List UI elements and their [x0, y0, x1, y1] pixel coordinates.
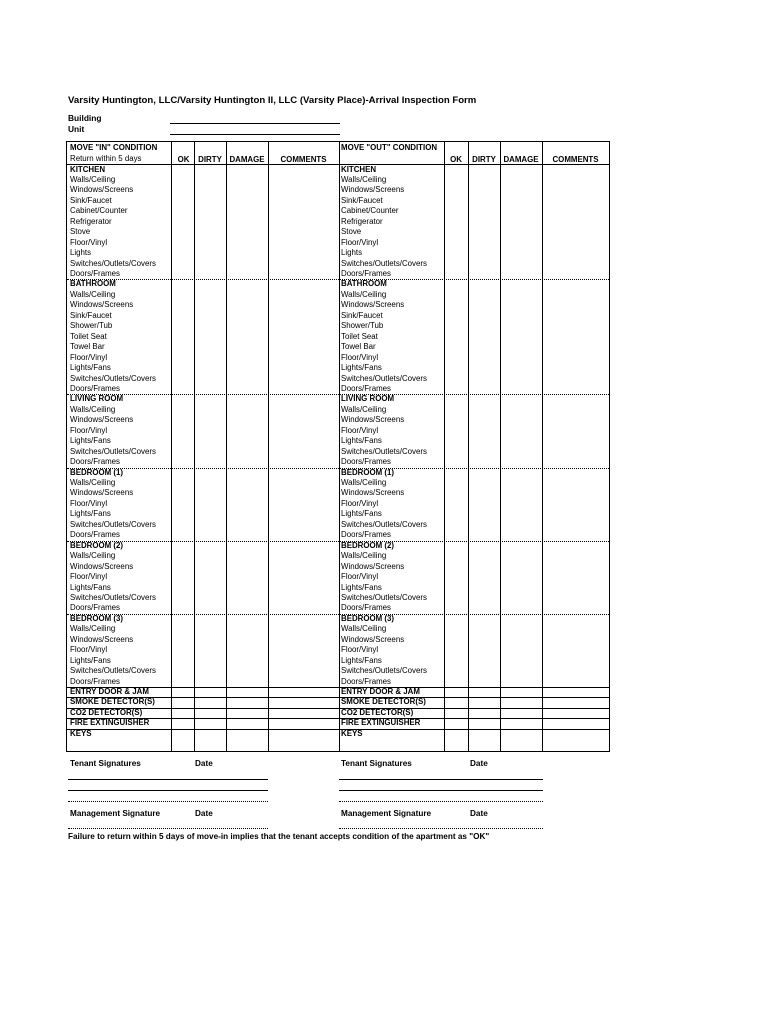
tenant-signature-line[interactable] — [68, 790, 268, 791]
single-item-row: FIRE EXTINGUISHER — [341, 718, 421, 728]
section-heading: BEDROOM (2) — [70, 540, 124, 550]
inspection-item: Windows/Screens — [341, 415, 405, 425]
single-item-row: FIRE EXTINGUISHER — [70, 718, 150, 728]
single-item-row: CO2 DETECTOR(S) — [341, 707, 414, 717]
inspection-item: Floor/Vinyl — [70, 425, 108, 435]
column-header-ok: OK — [177, 154, 190, 164]
inspection-item: Windows/Screens — [70, 634, 134, 644]
section-heading: KITCHEN — [70, 164, 106, 174]
tenant-signature-line[interactable] — [339, 790, 543, 791]
tenant-signatures-label: Tenant Signatures — [341, 759, 412, 768]
inspection-item: Doors/Frames — [341, 269, 391, 278]
single-item-row: ENTRY DOOR & JAM — [341, 687, 420, 696]
section-divider — [67, 614, 609, 615]
inspection-item: Doors/Frames — [70, 457, 120, 467]
column-header-dirty: DIRTY — [472, 154, 496, 164]
inspection-item: Switches/Outlets/Covers — [341, 666, 427, 676]
inspection-item: Lights — [70, 248, 92, 258]
inspection-item: Switches/Outlets/Covers — [70, 258, 156, 268]
inspection-item: Switches/Outlets/Covers — [70, 446, 156, 456]
inspection-item: Switches/Outlets/Covers — [341, 373, 427, 383]
management-signature-label: Management Signature — [341, 809, 432, 818]
column-header-dirty: DIRTY — [198, 154, 222, 164]
column-header-damage: DAMAGE — [229, 154, 265, 164]
inspection-item: Lights/Fans — [341, 655, 382, 665]
single-item-row: KEYS — [341, 728, 363, 738]
inspection-item: Lights/Fans — [341, 363, 382, 373]
form-title: Varsity Huntington, LLC/Varsity Huntington II, LLC (Varsity Place)-Arrival Inspection Form — [68, 95, 477, 106]
inspection-item: Lights/Fans — [70, 436, 111, 446]
column-header-comments: COMMENTS — [552, 154, 599, 164]
section-heading: LIVING ROOM — [341, 394, 395, 404]
tenant-signature-line[interactable] — [68, 779, 268, 780]
inspection-item: Toilet Seat — [70, 331, 107, 341]
inspection-item: Doors/Frames — [70, 603, 120, 613]
inspection-item: Floor/Vinyl — [70, 237, 108, 247]
inspection-item: Doors/Frames — [70, 383, 120, 393]
single-item-row: ENTRY DOOR & JAM — [70, 687, 149, 696]
inspection-item: Doors/Frames — [70, 269, 120, 278]
section-heading: BATHROOM — [341, 279, 387, 289]
section-heading: BEDROOM (1) — [341, 467, 395, 477]
inspection-table — [66, 141, 610, 752]
inspection-item: Doors/Frames — [341, 457, 391, 467]
column-divider — [339, 142, 340, 751]
inspection-item: Lights/Fans — [70, 655, 111, 665]
tenant-signatures-label: Tenant Signatures — [70, 759, 141, 768]
inspection-item: Walls/Ceiling — [341, 174, 387, 184]
column-divider — [171, 142, 172, 751]
date-label: Date — [195, 809, 213, 818]
inspection-item: Sink/Faucet — [341, 310, 383, 320]
tenant-signature-line[interactable] — [339, 779, 543, 780]
inspection-item: Switches/Outlets/Covers — [70, 373, 156, 383]
inspection-item: Walls/Ceiling — [341, 551, 387, 561]
inspection-item: Doors/Frames — [341, 530, 391, 540]
date-label: Date — [470, 759, 488, 768]
inspection-item: Cabinet/Counter — [341, 206, 399, 216]
inspection-item: Floor/Vinyl — [341, 645, 379, 655]
inspection-item: Switches/Outlets/Covers — [341, 592, 427, 602]
inspection-item: Stove — [341, 227, 362, 237]
move-in-subheader: Return within 5 days — [70, 153, 142, 163]
date-label: Date — [195, 759, 213, 768]
section-heading: LIVING ROOM — [70, 394, 124, 404]
inspection-item: Shower/Tub — [341, 321, 384, 331]
section-heading: BEDROOM (3) — [70, 613, 124, 623]
inspection-item: Walls/Ceiling — [341, 289, 387, 299]
inspection-item: Walls/Ceiling — [341, 478, 387, 487]
inspection-item: Lights — [341, 248, 363, 258]
inspection-item: Windows/Screens — [70, 300, 134, 310]
inspection-item: Walls/Ceiling — [70, 551, 116, 561]
inspection-item: Sink/Faucet — [70, 195, 112, 205]
unit-field[interactable] — [170, 134, 340, 135]
inspection-item: Doors/Frames — [341, 383, 391, 393]
single-item-row: KEYS — [70, 728, 92, 738]
inspection-item: Toilet Seat — [341, 331, 378, 341]
inspection-item: Windows/Screens — [70, 488, 134, 498]
tenant-signature-line[interactable] — [339, 801, 543, 802]
inspection-item: Floor/Vinyl — [70, 352, 108, 362]
inspection-item: Towel Bar — [341, 342, 376, 352]
column-divider — [268, 142, 269, 751]
inspection-item: Lights/Fans — [341, 509, 382, 519]
inspection-item: Refrigerator — [341, 216, 383, 226]
single-item-row: SMOKE DETECTOR(S) — [341, 697, 426, 707]
inspection-item: Shower/Tub — [70, 321, 113, 331]
inspection-item: Sink/Faucet — [341, 195, 383, 205]
inspection-item: Floor/Vinyl — [70, 645, 108, 655]
inspection-item: Sink/Faucet — [70, 310, 112, 320]
tenant-signature-line[interactable] — [68, 801, 268, 802]
column-header-damage: DAMAGE — [503, 154, 539, 164]
inspection-item: Switches/Outlets/Covers — [341, 446, 427, 456]
column-divider — [500, 142, 501, 751]
inspection-item: Walls/Ceiling — [341, 624, 387, 634]
management-signature-line[interactable] — [68, 828, 268, 829]
inspection-item: Floor/Vinyl — [341, 572, 379, 582]
single-item-row: CO2 DETECTOR(S) — [70, 707, 143, 717]
move-in-header: MOVE "IN" CONDITION — [70, 143, 158, 152]
inspection-item: Walls/Ceiling — [70, 404, 116, 414]
inspection-item: Walls/Ceiling — [70, 174, 116, 184]
inspection-item: Windows/Screens — [341, 634, 405, 644]
management-signature-line[interactable] — [339, 828, 543, 829]
inspection-item: Windows/Screens — [70, 185, 134, 195]
inspection-item: Windows/Screens — [341, 300, 405, 310]
section-divider — [67, 468, 609, 469]
column-divider — [468, 142, 469, 751]
inspection-item: Floor/Vinyl — [341, 352, 379, 362]
inspection-item: Switches/Outlets/Covers — [341, 519, 427, 529]
section-divider — [67, 541, 609, 542]
inspection-item: Lights/Fans — [70, 363, 111, 373]
column-divider — [444, 142, 445, 751]
section-heading: BEDROOM (2) — [341, 540, 395, 550]
inspection-item: Cabinet/Counter — [70, 206, 128, 216]
inspection-item: Floor/Vinyl — [341, 498, 379, 508]
inspection-item: Windows/Screens — [341, 488, 405, 498]
inspection-item: Floor/Vinyl — [341, 237, 379, 247]
unit-label: Unit — [68, 124, 85, 134]
row-divider — [67, 729, 609, 730]
inspection-item: Floor/Vinyl — [70, 572, 108, 582]
section-heading: BEDROOM (1) — [70, 467, 124, 477]
inspection-item: Switches/Outlets/Covers — [70, 592, 156, 602]
inspection-item: Doors/Frames — [70, 676, 120, 686]
inspection-item: Switches/Outlets/Covers — [70, 666, 156, 676]
section-divider — [67, 279, 609, 280]
footer-note: Failure to return within 5 days of move-in implies that the tenant accepts condition of the apartment as "OK" — [68, 832, 490, 841]
inspection-item: Lights/Fans — [70, 509, 111, 519]
inspection-item: Walls/Ceiling — [70, 624, 116, 634]
column-divider — [194, 142, 195, 751]
inspection-item: Switches/Outlets/Covers — [341, 258, 427, 268]
date-label: Date — [470, 809, 488, 818]
inspection-item: Windows/Screens — [70, 415, 134, 425]
section-heading: KITCHEN — [341, 164, 377, 174]
inspection-item: Floor/Vinyl — [341, 425, 379, 435]
single-item-row: SMOKE DETECTOR(S) — [70, 697, 155, 707]
column-header-ok: OK — [450, 154, 462, 164]
inspection-item: Doors/Frames — [70, 530, 120, 540]
inspection-item: Doors/Frames — [341, 603, 391, 613]
building-label: Building — [68, 113, 102, 123]
inspection-item: Towel Bar — [70, 342, 105, 352]
inspection-item: Windows/Screens — [341, 561, 405, 571]
inspection-item: Switches/Outlets/Covers — [70, 519, 156, 529]
inspection-item: Refrigerator — [70, 216, 112, 226]
inspection-item: Lights/Fans — [341, 582, 382, 592]
inspection-item: Lights/Fans — [70, 582, 111, 592]
section-heading: BEDROOM (3) — [341, 613, 395, 623]
inspection-item: Walls/Ceiling — [70, 478, 116, 487]
column-header-comments: COMMENTS — [280, 154, 327, 164]
move-out-header: MOVE "OUT" CONDITION — [341, 143, 438, 152]
section-divider — [67, 394, 609, 395]
management-signature-label: Management Signature — [70, 809, 161, 818]
inspection-item: Lights/Fans — [341, 436, 382, 446]
row-divider — [67, 708, 609, 709]
inspection-item: Walls/Ceiling — [70, 289, 116, 299]
building-field[interactable] — [170, 123, 340, 124]
column-divider — [226, 142, 227, 751]
column-divider — [542, 142, 543, 751]
inspection-item: Floor/Vinyl — [70, 498, 108, 508]
inspection-item: Windows/Screens — [341, 185, 405, 195]
inspection-item: Doors/Frames — [341, 676, 391, 686]
section-heading: BATHROOM — [70, 279, 116, 289]
inspection-item: Stove — [70, 227, 91, 237]
header-divider — [67, 164, 609, 165]
inspection-item: Walls/Ceiling — [341, 404, 387, 414]
inspection-item: Windows/Screens — [70, 561, 134, 571]
